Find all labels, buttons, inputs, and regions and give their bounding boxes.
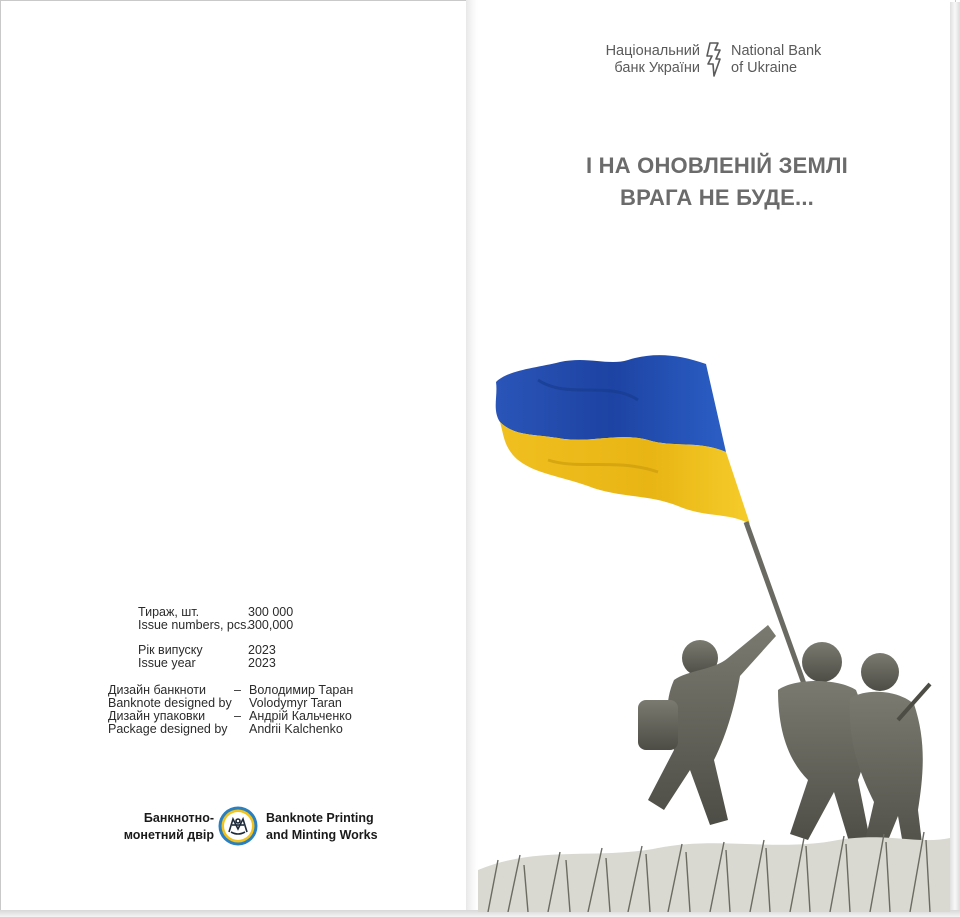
year-value-en: 2023 <box>248 656 276 670</box>
issue-value-ua: 300 000 <box>248 605 294 619</box>
credit-value: Андрій Кальченко <box>249 709 352 723</box>
mint-logo-icon <box>217 805 259 847</box>
credit-label: Дизайн банкноти <box>108 683 206 697</box>
design-credits <box>108 684 388 736</box>
year-label-ua: Рік випуску <box>138 643 203 657</box>
ukrainian-flag <box>496 355 750 524</box>
issue-value-en: 300,000 <box>248 618 294 632</box>
credit-label: Banknote designed by <box>108 696 232 710</box>
bank-ua-line2: банк України <box>614 60 700 76</box>
credit-row <box>108 723 388 736</box>
credit-dash: – <box>234 709 241 723</box>
year-value-ua: 2023 <box>248 643 276 657</box>
bank-ua-line1: Національний <box>605 43 700 59</box>
headline-line2: ВРАГА НЕ БУДЕ... <box>620 185 814 210</box>
issue-info <box>138 606 388 670</box>
headline-line1: І НА ОНОВЛЕНІЙ ЗЕМЛІ <box>586 153 848 178</box>
mint-name-en <box>266 810 378 844</box>
bank-name-en <box>731 43 821 77</box>
right-page-edge <box>950 2 960 915</box>
soldier-left <box>638 625 776 825</box>
mint-ua-line1: Банкнотно- <box>143 811 214 825</box>
mint-en-line2: and Minting Works <box>266 828 378 842</box>
bank-name-ua <box>606 43 700 77</box>
mint-name-ua <box>124 810 214 844</box>
issue-row-en <box>138 619 388 632</box>
bank-en-line2: of Ukraine <box>731 60 798 76</box>
credit-value: Volodymyr Taran <box>249 696 342 710</box>
year-label-en: Issue year <box>138 656 196 670</box>
flag-raising-illustration <box>478 340 950 912</box>
issue-label-en: Issue numbers, pcs. <box>138 618 250 632</box>
credit-label: Package designed by <box>108 722 228 736</box>
bank-en-line1: National Bank <box>731 43 822 59</box>
credit-dash: – <box>234 683 241 697</box>
credit-value: Andrii Kalchenko <box>249 722 343 736</box>
headline <box>520 150 914 214</box>
mint-en-line1: Banknote Printing <box>266 811 374 825</box>
nbu-logo-icon <box>704 42 724 77</box>
credit-value: Володимир Таран <box>249 683 354 697</box>
issue-label-ua: Тираж, шт. <box>138 605 200 619</box>
grass-field <box>478 832 950 912</box>
left-panel <box>0 0 470 912</box>
mint-ua-line2: монетний двір <box>123 828 214 842</box>
year-row-en <box>138 657 388 670</box>
credit-label: Дизайн упаковки <box>108 709 206 723</box>
